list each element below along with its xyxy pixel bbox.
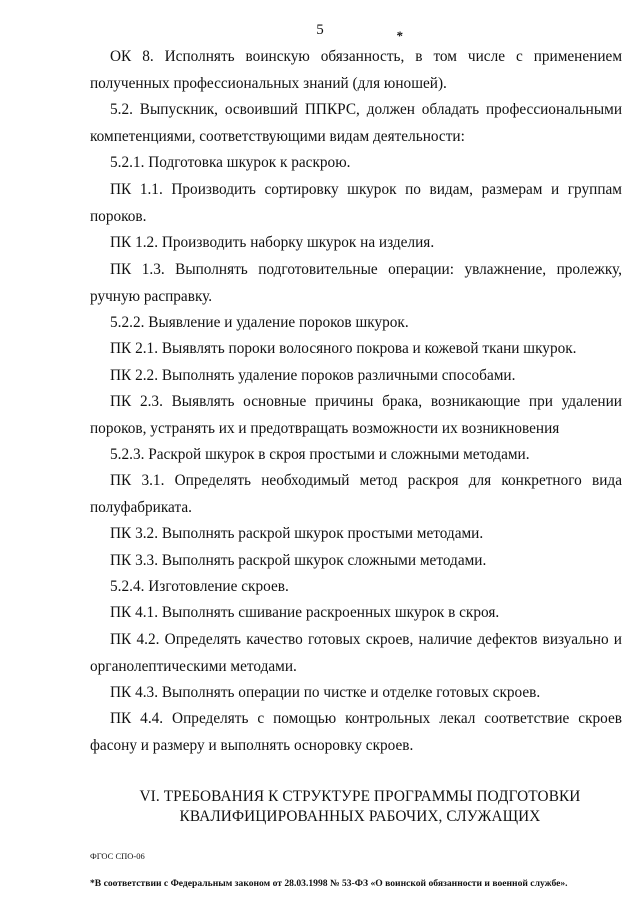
paragraph-pk-1-2: ПК 1.2. Производить наборку шкурок на изделия.: [110, 234, 435, 251]
paragraph-pk-4-1: ПК 4.1. Выполнять сшивание раскроенных шкурок в скроя.: [110, 604, 500, 621]
paragraph-ok8: ОК 8. Исполнять воинскую обязанность, в том числе с применением полученных профессиональных знаний (для юношей).: [90, 48, 622, 92]
paragraph-pk-2-2: ПК 2.2. Выполнять удаление пороков различными способами.: [110, 367, 516, 384]
paragraph-5-2-1: 5.2.1. Подготовка шкурок к раскрою.: [110, 154, 351, 171]
document-code: ФГОС СПО-06: [90, 851, 145, 861]
footnote-mark: *: [396, 28, 403, 43]
paragraph-pk-4-3: ПК 4.3. Выполнять операции по чистке и отделке готовых скроев.: [110, 684, 541, 701]
paragraph-5-2: 5.2. Выпускник, освоивший ППКРС, должен обладать профессиональными компетенциями, соответствующими видам деятельности:: [90, 101, 622, 145]
paragraph-pk-3-1: ПК 3.1. Определять необходимый метод раскроя для конкретного вида полуфабриката.: [90, 472, 622, 516]
paragraph-pk-3-3: ПК 3.3. Выполнять раскрой шкурок сложными методами.: [110, 552, 487, 569]
paragraph-pk-1-3: ПК 1.3. Выполнять подготовительные операции: увлажнение, пролежку, ручную расправку.: [90, 261, 622, 305]
paragraph-pk-2-1: ПК 2.1. Выявлять пороки волосяного покрова и кожевой ткани шкурок.: [110, 340, 577, 357]
paragraph-5-2-3: 5.2.3. Раскрой шкурок в скроя простыми и сложными методами.: [110, 446, 530, 463]
section-heading: [90, 787, 630, 827]
paragraph-pk-4-2: ПК 4.2. Определять качество готовых скроев, наличие дефектов визуально и органолептическими методами.: [90, 631, 622, 675]
page-number: 5: [316, 22, 324, 38]
paragraph-pk-2-3: ПК 2.3. Выявлять основные причины брака, возникающие при удалении пороков, устранять их и предотвращать возможности их возникновения: [90, 393, 622, 437]
paragraph-pk-4-4: ПК 4.4. Определять с помощью контрольных лекал соответствие скроев фасону и размеру и выполнять осноровку скроев.: [90, 710, 622, 754]
paragraph-5-2-2: 5.2.2. Выявление и удаление пороков шкурок.: [110, 314, 409, 331]
paragraph-pk-1-1: ПК 1.1. Производить сортировку шкурок по видам, размерам и группам пороков.: [90, 181, 622, 225]
paragraph-pk-3-2: ПК 3.2. Выполнять раскрой шкурок простыми методами.: [110, 525, 484, 542]
paragraph-5-2-4: 5.2.4. Изготовление скроев.: [110, 578, 289, 595]
section-heading-line2: КВАЛИФИЦИРОВАННЫХ РАБОЧИХ, СЛУЖАЩИХ: [179, 808, 541, 825]
footnote: *В соответствии с Федеральным законом от 28.03.1998 № 53-ФЗ «О воинской обязанности и военной службе».: [90, 878, 568, 889]
section-heading-line1: VI. ТРЕБОВАНИЯ К СТРУКТУРЕ ПРОГРАММЫ ПОДГОТОВКИ: [139, 788, 581, 805]
